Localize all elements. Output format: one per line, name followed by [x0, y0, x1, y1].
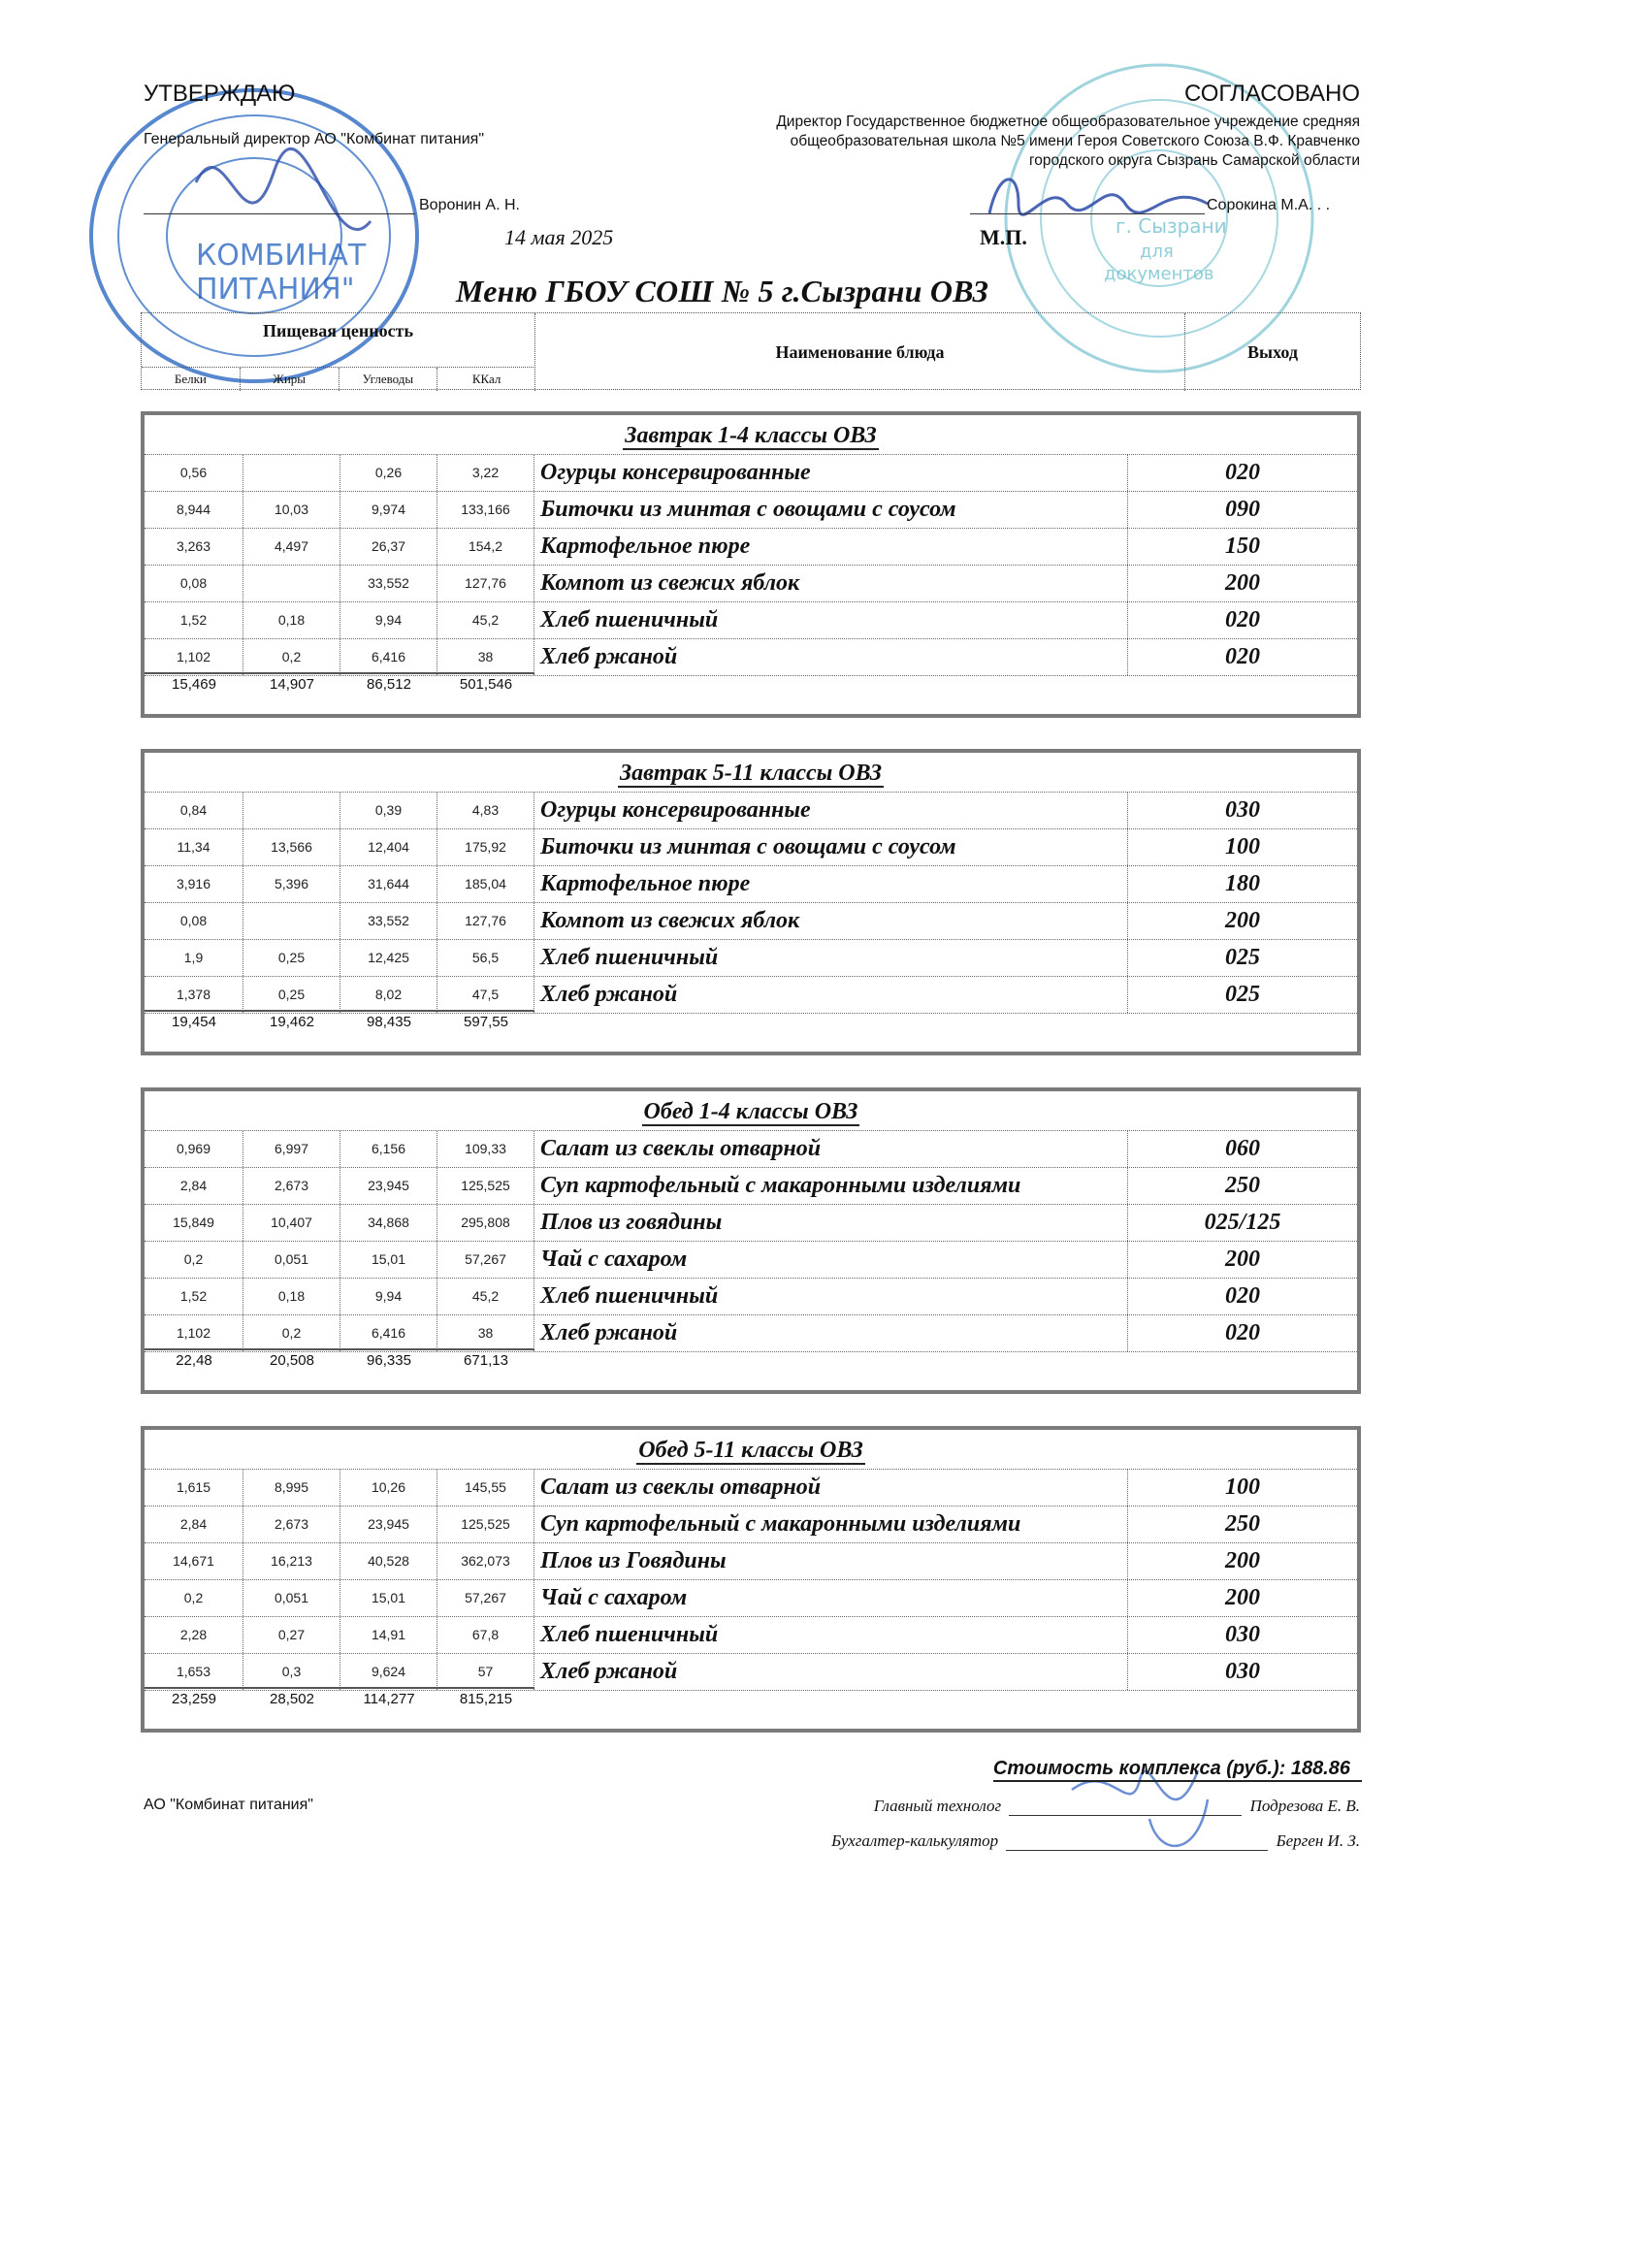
dish-name: Плов из говядины [534, 1205, 1128, 1241]
approve-title: УТВЕРЖДАЮ [144, 81, 296, 107]
dish-output: 025 [1225, 982, 1260, 1007]
col-kcal: ККал [471, 372, 501, 386]
dish-name: Салат из свеклы отварной [534, 1131, 1128, 1167]
accountant-label: Бухгалтер-калькулятор [831, 1831, 999, 1850]
agree-role-line: Директор Государственное бюджетное общеобразовательное учреждение средняя [776, 113, 1360, 130]
approve-name: Воронин А. Н. [419, 197, 520, 213]
table-row: 11,34 13,566 12,404 175,92 Биточки из минтая с овощами с соусом 100 [145, 828, 1357, 865]
dish-name: Салат из свеклы отварной [534, 1470, 1128, 1506]
technologist-signature [874, 1797, 1360, 1816]
dish-output: 100 [1225, 834, 1260, 859]
table-row: 1,378 0,25 8,02 47,5 Хлеб ржаной 025 [145, 976, 1357, 1014]
dish-name: Чай с сахаром [534, 1580, 1128, 1616]
dish-output: 200 [1225, 570, 1260, 596]
table-row: 1,615 8,995 10,26 145,55 Салат из свеклы отварной 100 [145, 1469, 1357, 1506]
table-row: 1,52 0,18 9,94 45,2 Хлеб пшеничный 020 [145, 601, 1357, 638]
table-row: 15,849 10,407 34,868 295,808 Плов из говядины 025/125 [145, 1204, 1357, 1241]
dish-name: Хлеб пшеничный [534, 940, 1128, 976]
svg-text:для: для [1140, 242, 1174, 262]
totals-row: 23,259 28,502 114,277 815,215 [145, 1687, 534, 1710]
col-proteins: Белки [142, 368, 241, 391]
table-row: 1,52 0,18 9,94 45,2 Хлеб пшеничный 020 [145, 1278, 1357, 1314]
dish-name: Хлеб ржаной [534, 639, 1128, 675]
dish-name: Огурцы консервированные [534, 455, 1128, 491]
dish-name: Хлеб пшеничный [534, 602, 1128, 638]
table-row: 0,56 0,26 3,22 Огурцы консервированные 020 [145, 454, 1357, 491]
table-row: 2,84 2,673 23,945 125,525 Суп картофельный с макаронными изделиями 250 [145, 1167, 1357, 1204]
col-fats: Жиры [241, 368, 340, 391]
table-row: 1,102 0,2 6,416 38 Хлеб ржаной 020 [145, 638, 1357, 676]
svg-text:ПИТАНИЯ": ПИТАНИЯ" [196, 273, 355, 307]
dish-output: 020 [1225, 1320, 1260, 1345]
dish-output: 060 [1225, 1136, 1260, 1161]
technologist-label: Главный технолог [873, 1797, 1002, 1815]
meal-rows [145, 1469, 1357, 1691]
table-row: 8,944 10,03 9,974 133,166 Биточки из минтая с овощами с соусом 090 [145, 491, 1357, 528]
dish-name: Биточки из минтая с овощами с соусом [534, 492, 1128, 528]
agree-title: СОГЛАСОВАНО [1183, 81, 1360, 107]
dish-name: Биточки из минтая с овощами с соусом [534, 829, 1128, 865]
nutrition-header [142, 313, 535, 391]
table-row: 0,969 6,997 6,156 109,33 Салат из свеклы отварной 060 [145, 1130, 1357, 1167]
dish-name: Хлеб ржаной [534, 1315, 1128, 1351]
agree-role-line: городского округа Сызрань Самарской области [1028, 152, 1360, 169]
dish-name: Хлеб ржаной [534, 1654, 1128, 1690]
table-row: 1,9 0,25 12,425 56,5 Хлеб пшеничный 025 [145, 939, 1357, 976]
col-output: Выход [1247, 342, 1298, 362]
dish-output: 200 [1225, 908, 1260, 933]
meal-title: Завтрак 1-4 классы ОВЗ [625, 423, 877, 448]
dish-output: 025/125 [1204, 1210, 1281, 1235]
table-row: 1,102 0,2 6,416 38 Хлеб ржаной 020 [145, 1314, 1357, 1352]
table-row: 0,84 0,39 4,83 Огурцы консервированные 030 [145, 792, 1357, 828]
dish-output: 030 [1225, 797, 1260, 823]
svg-text:документов: документов [1104, 264, 1214, 284]
totals-row: 19,454 19,462 98,435 597,55 [145, 1010, 534, 1033]
dish-output: 020 [1225, 607, 1260, 632]
meal-section-lunch-1-4 [141, 1087, 1361, 1394]
dish-output: 250 [1225, 1511, 1260, 1537]
dish-name: Компот из свежих яблок [534, 566, 1128, 601]
signature-line [1009, 1801, 1242, 1816]
dish-output: 200 [1225, 1585, 1260, 1610]
page-title: Меню ГБОУ СОШ № 5 г.Сызрани ОВЗ [456, 274, 989, 308]
totals-row: 15,469 14,907 86,512 501,546 [145, 672, 534, 696]
svg-text:г. Сызрани: г. Сызрани [1116, 214, 1227, 238]
table-row: 2,84 2,673 23,945 125,525 Суп картофельный с макаронными изделиями 250 [145, 1506, 1357, 1542]
table-row: 2,28 0,27 14,91 67,8 Хлеб пшеничный 030 [145, 1616, 1357, 1653]
dish-name: Хлеб пшеничный [534, 1279, 1128, 1314]
dish-output: 030 [1225, 1622, 1260, 1647]
dish-output: 020 [1225, 460, 1260, 485]
dish-name: Хлеб ржаной [534, 977, 1128, 1013]
agree-signature-line [970, 213, 1205, 214]
dish-output: 090 [1225, 497, 1260, 522]
dish-output: 030 [1225, 1659, 1260, 1684]
seal-label: М.П. [980, 225, 1027, 249]
agree-role [681, 113, 1360, 171]
approve-role: Генеральный директор АО "Комбинат питания" [144, 131, 485, 147]
complex-cost: Стоимость комплекса (руб.): 188.86 [993, 1758, 1362, 1782]
col-carbs: Углеводы [340, 368, 438, 391]
dish-output: 020 [1225, 1283, 1260, 1309]
accountant-name: Берген И. З. [1276, 1831, 1360, 1850]
meal-rows [145, 454, 1357, 676]
dish-name: Плов из Говядины [534, 1543, 1128, 1579]
table-row: 0,08 33,552 127,76 Компот из свежих яблок 200 [145, 565, 1357, 601]
dish-output: 150 [1225, 534, 1260, 559]
nutrition-title: Пищевая ценность [263, 321, 413, 340]
table-row: 14,671 16,213 40,528 362,073 Плов из Говядины 200 [145, 1542, 1357, 1579]
meal-title: Обед 5-11 классы ОВЗ [638, 1438, 863, 1463]
dish-output: 020 [1225, 644, 1260, 669]
dish-name: Картофельное пюре [534, 529, 1128, 565]
agree-role-line: общеобразовательная школа №5 имени Героя Советского Союза В.Ф. Кравченко [790, 133, 1360, 149]
meal-title: Завтрак 5-11 классы ОВЗ [619, 761, 883, 786]
approve-date: 14 мая 2025 [504, 225, 614, 249]
table-row: 3,263 4,497 26,37 154,2 Картофельное пюре 150 [145, 528, 1357, 565]
technologist-name: Подрезова Е. В. [1249, 1797, 1360, 1815]
nutrition-subcolumns [142, 367, 535, 391]
signature-line [1006, 1836, 1268, 1851]
dish-name: Компот из свежих яблок [534, 903, 1128, 939]
dish-name: Суп картофельный с макаронными изделиями [534, 1507, 1128, 1542]
totals-row: 22,48 20,508 96,335 671,13 [145, 1348, 534, 1372]
meal-section-breakfast-1-4 [141, 411, 1361, 718]
table-row: 3,916 5,396 31,644 185,04 Картофельное пюре 180 [145, 865, 1357, 902]
table-row: 0,2 0,051 15,01 57,267 Чай с сахаром 200 [145, 1241, 1357, 1278]
dish-output: 025 [1225, 945, 1260, 970]
company-name: АО "Комбинат питания" [144, 1797, 313, 1813]
dish-output: 200 [1225, 1548, 1260, 1573]
dish-output: 100 [1225, 1474, 1260, 1500]
meal-rows [145, 792, 1357, 1014]
dish-name: Хлеб пшеничный [534, 1617, 1128, 1653]
meal-title: Обед 1-4 классы ОВЗ [643, 1099, 858, 1124]
column-header [141, 312, 1361, 390]
dish-name: Картофельное пюре [534, 866, 1128, 902]
meal-section-lunch-5-11 [141, 1426, 1361, 1733]
dish-output: 200 [1225, 1247, 1260, 1272]
dish-name: Огурцы консервированные [534, 793, 1128, 828]
svg-text:КОМБИНАТ: КОМБИНАТ [196, 239, 367, 273]
col-dish-name: Наименование блюда [535, 313, 1185, 391]
accountant-signature [831, 1831, 1360, 1851]
dish-name: Суп картофельный с макаронными изделиями [534, 1168, 1128, 1204]
agree-name: Сорокина М.А. . . [1207, 197, 1331, 213]
table-row: 1,653 0,3 9,624 57 Хлеб ржаной 030 [145, 1653, 1357, 1691]
table-row: 0,2 0,051 15,01 57,267 Чай с сахаром 200 [145, 1579, 1357, 1616]
meal-rows [145, 1130, 1357, 1352]
table-row: 0,08 33,552 127,76 Компот из свежих яблок 200 [145, 902, 1357, 939]
dish-output: 250 [1225, 1173, 1260, 1198]
dish-output: 180 [1225, 871, 1260, 896]
approve-signature-line [144, 213, 415, 214]
meal-section-breakfast-5-11 [141, 749, 1361, 1055]
dish-name: Чай с сахаром [534, 1242, 1128, 1278]
